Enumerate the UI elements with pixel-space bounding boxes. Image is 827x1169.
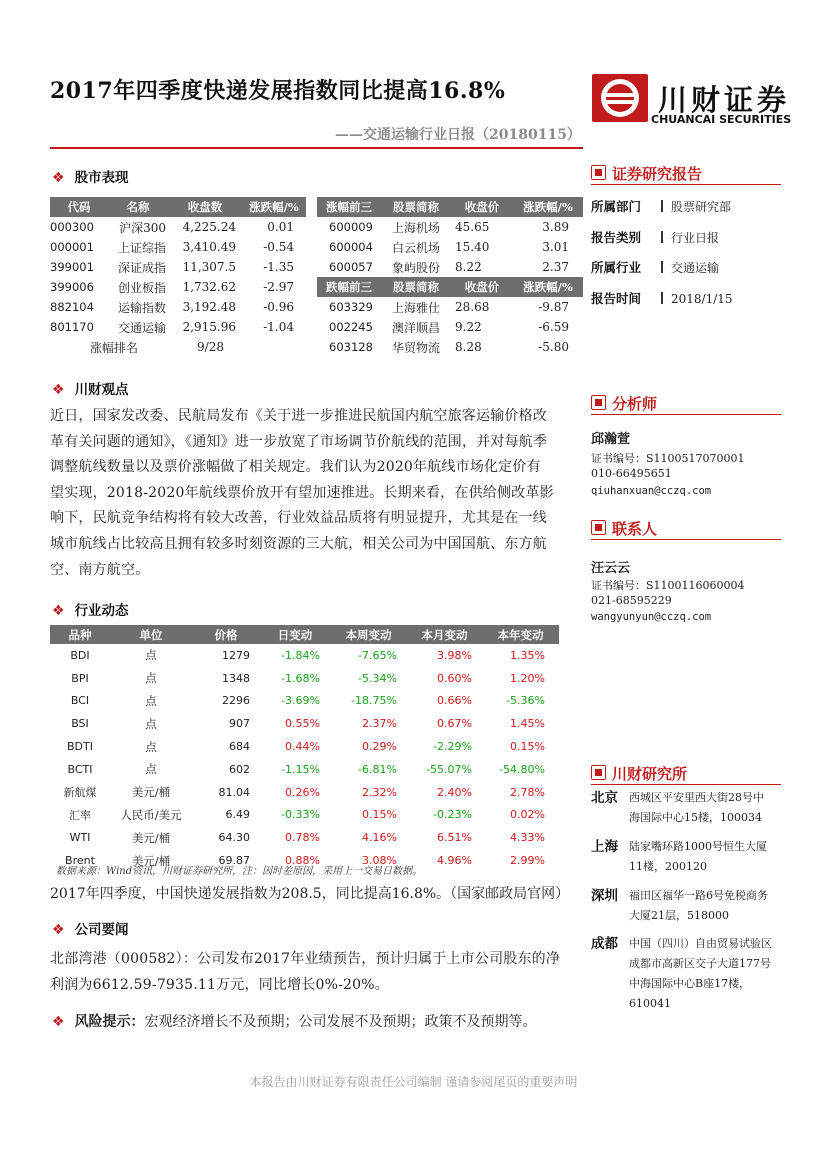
address-line: 610041 [629, 997, 671, 1010]
address-line: 成都市高新区交子大道177号 [629, 957, 771, 970]
commodity-unit: 人民币/美元 [120, 807, 182, 822]
analyst-cert: 证书编号：S1100517070001 [591, 452, 745, 465]
rank-empty [242, 337, 306, 357]
losers-header [317, 277, 583, 297]
index-name: 沪深300 [119, 220, 166, 235]
industry-row [50, 735, 559, 758]
company-heading: ❖ 公司要闻 [52, 922, 129, 938]
industry-table [50, 625, 559, 872]
commodity-price: 907 [229, 717, 250, 731]
stock-name: 华贸物流 [391, 340, 440, 355]
report-info-label: 报告时间 [591, 290, 642, 306]
index-change: -0.96 [263, 300, 294, 314]
change-year: -54.80% [499, 762, 545, 776]
report-info-value: 股票研究部 [671, 200, 732, 214]
index-code: 399006 [50, 280, 94, 294]
change-week: 2.32% [362, 785, 397, 799]
stock-name: 白云机场 [391, 240, 440, 255]
commodity-unit: 点 [145, 671, 157, 686]
change-week: -18.75% [351, 694, 397, 708]
commodity-price: 1279 [222, 648, 250, 662]
index-close: 4,225.24 [182, 220, 236, 234]
commodity-unit: 点 [145, 762, 157, 777]
stock-price: 45.65 [455, 220, 490, 234]
report-info-value: 2018/1/15 [671, 291, 733, 306]
industry-row [50, 826, 559, 849]
change-month: -0.23% [433, 808, 472, 822]
index-table [50, 197, 306, 357]
commodity-price: 69.87 [218, 854, 250, 868]
analyst-name: 邱瀚萱 [591, 432, 631, 447]
change-day: 0.44% [285, 740, 320, 754]
diamond-bullet-icon: ❖ [52, 603, 65, 619]
commodity-unit: 点 [145, 739, 157, 754]
index-name: 运输指数 [117, 300, 166, 315]
report-info-row [591, 196, 791, 227]
loser-row [317, 297, 583, 317]
change-year: 0.15% [510, 740, 545, 754]
index-code: 882104 [50, 300, 94, 314]
divider [591, 784, 781, 785]
index-close: 11,307.5 [182, 260, 236, 274]
stock-change: 2.37 [542, 260, 569, 274]
industry-row [50, 644, 559, 667]
office-address [629, 934, 772, 1014]
report-info-label: 所属部门 [591, 199, 642, 214]
diamond-bullet-icon: ❖ [52, 170, 65, 186]
stock-name: 象屿股份 [391, 260, 440, 275]
report-info-row [591, 288, 791, 319]
report-info-row [591, 257, 791, 288]
office-city: 深圳 [591, 888, 618, 904]
square-bullet-icon [591, 395, 606, 410]
commodity-price: 684 [229, 740, 250, 754]
rank-value: 9/28 [197, 340, 224, 354]
office-city: 成都 [591, 936, 618, 952]
change-year: -5.36% [506, 694, 545, 708]
commodity-name: BCTI [67, 762, 93, 776]
commodity-price: 2296 [222, 694, 250, 708]
rank-row [50, 337, 306, 357]
change-day: 0.26% [285, 785, 320, 799]
gainer-row [317, 257, 583, 277]
change-year: 1.20% [510, 671, 545, 685]
change-week: 2.37% [362, 717, 397, 731]
index-row [50, 217, 306, 237]
commodity-name: BCI [70, 694, 90, 708]
industry-row [50, 758, 559, 781]
commodity-unit: 美元/桶 [131, 853, 171, 868]
col-header: 收盘价 [451, 277, 513, 297]
col-header: 本年变动 [482, 625, 559, 644]
change-week: 0.29% [362, 740, 397, 754]
stock-code: 600009 [329, 220, 373, 234]
diamond-bullet-icon: ❖ [52, 1014, 65, 1030]
index-name: 交通运输 [117, 320, 166, 335]
change-year: 2.99% [510, 854, 545, 868]
commodity-unit: 点 [145, 716, 157, 731]
stock-name: 上海机场 [391, 220, 440, 235]
commodity-unit: 美元/桶 [131, 830, 171, 845]
index-code: 801170 [50, 320, 94, 334]
market-heading: ❖ 股市表现 [52, 170, 129, 186]
col-header: 涨跌幅/% [513, 197, 583, 217]
change-day: -1.68% [281, 671, 320, 685]
risk-label: 风险提示： [74, 1014, 145, 1030]
index-row [50, 257, 306, 277]
change-month: 0.66% [437, 694, 472, 708]
commodity-price: 6.49 [225, 808, 250, 822]
commodity-name: 新航煤 [63, 786, 97, 800]
address-line: 大厦21层，518000 [629, 909, 729, 922]
index-close: 2,915.96 [182, 320, 236, 334]
commodity-name: BPI [71, 671, 89, 685]
col-header: 股票简称 [381, 197, 451, 217]
news-line: 2017年四季度，中国快递发展指数为208.5，同比提高16.8%。（国家邮政局官网） [50, 886, 570, 902]
logo-text-cn: 川财证券 [658, 83, 791, 117]
change-week: -5.34% [358, 671, 397, 685]
divider [591, 414, 781, 415]
source-note: 数据来源：Wind资讯，川财证券研究所，注：因时差原因，采用上一交易日数据。 [56, 866, 423, 877]
paragraph-line: 革有关问题的通知》，《通知》进一步放宽了市场调节价航线的范围，并对每航季 [50, 433, 548, 450]
index-code: 000001 [50, 240, 94, 254]
contact-heading: 联系人 [591, 518, 657, 539]
separator [661, 261, 663, 273]
change-year: 0.02% [510, 808, 545, 822]
col-header: 跌幅前三 [317, 277, 381, 297]
index-code: 399001 [50, 260, 94, 274]
risk-note [52, 1011, 537, 1031]
index-code: 000300 [50, 220, 94, 234]
report-title: 2017年四季度快递发展指数同比提高16.8% [50, 78, 506, 104]
contact-phone: 021-68595229 [591, 594, 672, 607]
report-info-label: 所属行业 [591, 260, 642, 275]
square-bullet-icon [591, 520, 606, 535]
paragraph-line: 空、南方航空。 [50, 561, 150, 578]
change-day: -1.84% [281, 648, 320, 662]
industry-row [50, 667, 559, 690]
analyst-heading: 分析师 [591, 393, 657, 414]
report-info-value: 交通运输 [671, 261, 720, 275]
contact-cert: 证书编号：S1100116060004 [591, 579, 745, 592]
paragraph-line: 北部湾港（000582）：公司发布2017年业绩预告，预计归属于上市公司股东的净 [50, 951, 561, 967]
rank-label: 涨幅排名 [89, 340, 138, 355]
stock-change: -9.87 [538, 300, 569, 314]
change-day: 0.88% [285, 854, 320, 868]
paragraph-line: 调整航线数量以及票价涨幅做了相关规定。我们认为2020年航线市场化定价有 [50, 459, 541, 476]
address-line: 西城区平安里西大街28号中 [629, 791, 764, 804]
office-address [629, 837, 767, 877]
commodity-name: BSI [71, 717, 89, 731]
office-address [629, 788, 764, 828]
report-subtitle: ——交通运输行业日报（20180115） [335, 127, 581, 143]
change-day: -3.69% [281, 694, 320, 708]
stock-code: 603128 [329, 340, 373, 354]
col-header: 涨跌幅/% [242, 197, 306, 217]
industry-row [50, 804, 559, 827]
stock-price: 15.40 [455, 240, 490, 254]
diamond-bullet-icon: ❖ [52, 382, 65, 398]
change-week: 0.15% [362, 808, 397, 822]
col-header: 代码 [50, 197, 108, 217]
col-header: 本周变动 [330, 625, 407, 644]
square-bullet-icon [591, 165, 606, 180]
change-month: 2.40% [437, 785, 472, 799]
col-header: 涨幅前三 [317, 197, 381, 217]
gainers-header [317, 197, 583, 217]
col-header: 单位 [110, 625, 192, 644]
footer-disclaimer: 本报告由川财证券有限责任公司编制 谨请参阅尾页的重要声明 [249, 1075, 578, 1089]
paragraph-line: 望实现，2018-2020年航线票价放开有望加速推进。长期来看，在供给侧改革影 [50, 484, 554, 501]
change-day: 0.55% [285, 717, 320, 731]
address-line: 福田区福华一路6号免税商务 [629, 889, 768, 902]
commodity-unit: 点 [145, 648, 157, 663]
stock-change: 3.01 [542, 240, 569, 254]
address-line: 中国（四川）自由贸易试验区 [629, 937, 772, 950]
change-week: 4.16% [362, 831, 397, 845]
paragraph-line: 响下，民航竞争结构将有较大改善，行业效益品质将有明显提升，尤其是在一线 [50, 510, 547, 527]
index-table-header [50, 197, 306, 217]
address-line: 11楼，200120 [629, 860, 707, 873]
stock-code: 002245 [329, 320, 373, 334]
index-close: 3,192.48 [182, 300, 236, 314]
logo-text-en: CHUANCAI SECURITIES [651, 113, 792, 126]
change-day: 0.78% [285, 831, 320, 845]
commodity-price: 81.04 [218, 785, 250, 799]
col-header: 股票简称 [381, 277, 451, 297]
change-month: 0.67% [437, 717, 472, 731]
paragraph-line: 城市航线占比较高且拥有较多时刻资源的三大航，相关公司为中国国航、东方航 [50, 535, 547, 552]
change-year: 2.78% [510, 785, 545, 799]
movers-table [317, 197, 583, 357]
change-week: -6.81% [358, 762, 397, 776]
commodity-name: BDTI [67, 740, 93, 754]
col-header: 价格 [192, 625, 260, 644]
index-row [50, 317, 306, 337]
change-week: 3.08% [362, 854, 397, 868]
index-change: 0.01 [267, 220, 294, 234]
stock-price: 8.22 [455, 260, 482, 274]
index-change: -2.97 [263, 280, 294, 294]
paragraph-line: 利润为6612.59-7935.11万元，同比增长0%-20%。 [50, 976, 389, 993]
separator [661, 200, 663, 212]
change-year: 1.35% [510, 648, 545, 662]
stock-price: 28.68 [455, 300, 490, 314]
contact-email[interactable]: wangyunyun@cczq.com [591, 611, 712, 623]
stock-name: 上海雅仕 [391, 300, 440, 315]
stock-change: -6.59 [538, 320, 569, 334]
col-header: 日变动 [260, 625, 330, 644]
industry-row [50, 690, 559, 713]
loser-row [317, 337, 583, 357]
contact-name: 汪云云 [591, 561, 631, 576]
loser-row [317, 317, 583, 337]
commodity-price: 64.30 [218, 831, 250, 845]
view-paragraph [50, 404, 585, 583]
commodity-name: WTI [69, 831, 91, 845]
commodity-name: Brent [65, 854, 95, 868]
separator [661, 231, 663, 243]
industry-row [50, 781, 559, 804]
col-header: 涨跌幅/% [513, 277, 583, 297]
commodity-price: 1348 [222, 671, 250, 685]
view-heading: ❖ 川财观点 [52, 382, 129, 398]
address-line: 中海国际中心B座17楼， [629, 977, 751, 990]
office-address [629, 886, 768, 926]
index-row [50, 237, 306, 257]
company-paragraph [50, 947, 585, 998]
col-header: 本月变动 [407, 625, 482, 644]
stock-change: -5.80 [538, 340, 569, 354]
divider [591, 539, 781, 540]
index-close: 3,410.49 [182, 240, 236, 254]
separator [661, 292, 663, 304]
commodity-unit: 美元/桶 [131, 785, 171, 800]
report-info-value: 行业日报 [671, 230, 720, 245]
col-header: 名称 [108, 197, 168, 217]
change-year: 1.45% [510, 717, 545, 731]
change-month: 6.51% [437, 831, 472, 845]
company-logo-icon [590, 72, 650, 124]
stock-change: 3.89 [542, 220, 569, 234]
risk-text: 宏观经济增长不及预期；公司发展不及预期；政策不及预期等。 [144, 1014, 537, 1030]
index-change: -1.35 [263, 260, 294, 274]
address-line: 陆家嘴环路1000号恒生大厦 [629, 840, 767, 853]
change-month: 3.98% [437, 648, 472, 662]
col-header: 品种 [50, 625, 110, 644]
col-header: 收盘价 [451, 197, 513, 217]
stock-price: 8.28 [455, 340, 482, 354]
index-close: 1,732.62 [182, 280, 236, 294]
commodity-name: 汇率 [69, 808, 91, 822]
industry-table-header [50, 625, 559, 644]
stock-code: 603329 [329, 300, 373, 314]
office-city: 上海 [591, 839, 618, 855]
analyst-phone: 010-66495651 [591, 467, 672, 480]
stock-price: 9.22 [455, 320, 482, 334]
report-info-label: 报告类别 [591, 229, 642, 245]
index-row [50, 277, 306, 297]
change-week: -7.65% [358, 648, 397, 662]
institute-heading: 川财研究所 [591, 763, 687, 784]
index-change: -0.54 [263, 240, 294, 254]
change-year: 4.33% [510, 831, 545, 845]
report-info-list [591, 196, 791, 318]
office-city: 北京 [591, 790, 618, 806]
paragraph-line: 近日，国家发改委、民航局发布《关于进一步推进民航国内航空旅客运输价格改 [50, 408, 547, 424]
stock-name: 澳洋顺昌 [391, 320, 440, 335]
address-line: 海国际中心15楼，100034 [629, 811, 762, 824]
index-name: 深证成指 [117, 260, 166, 275]
index-name: 上证综指 [117, 240, 166, 255]
col-header: 收盘数 [168, 197, 242, 217]
stock-code: 600004 [329, 240, 373, 254]
change-month: 0.60% [437, 671, 472, 685]
gainer-row [317, 237, 583, 257]
commodity-name: BDI [70, 648, 90, 662]
index-row [50, 297, 306, 317]
analyst-email[interactable]: qiuhanxuan@cczq.com [591, 485, 712, 497]
industry-row [50, 712, 559, 735]
change-month: 4.96% [437, 854, 472, 868]
divider [591, 184, 781, 185]
report-info-heading: 证券研究报告 [591, 163, 702, 184]
change-day: -0.33% [281, 808, 320, 822]
commodity-price: 602 [229, 762, 250, 776]
gainer-row [317, 217, 583, 237]
header-rule [50, 147, 583, 149]
change-day: -1.15% [281, 762, 320, 776]
stock-code: 600057 [329, 260, 373, 274]
report-info-row [591, 227, 791, 258]
change-month: -55.07% [426, 762, 472, 776]
industry-heading: ❖ 行业动态 [52, 603, 129, 619]
commodity-unit: 点 [145, 693, 157, 708]
index-name: 创业板指 [117, 280, 166, 295]
square-bullet-icon [591, 765, 606, 780]
diamond-bullet-icon: ❖ [52, 922, 65, 938]
change-month: -2.29% [433, 740, 472, 754]
index-change: -1.04 [263, 320, 294, 334]
